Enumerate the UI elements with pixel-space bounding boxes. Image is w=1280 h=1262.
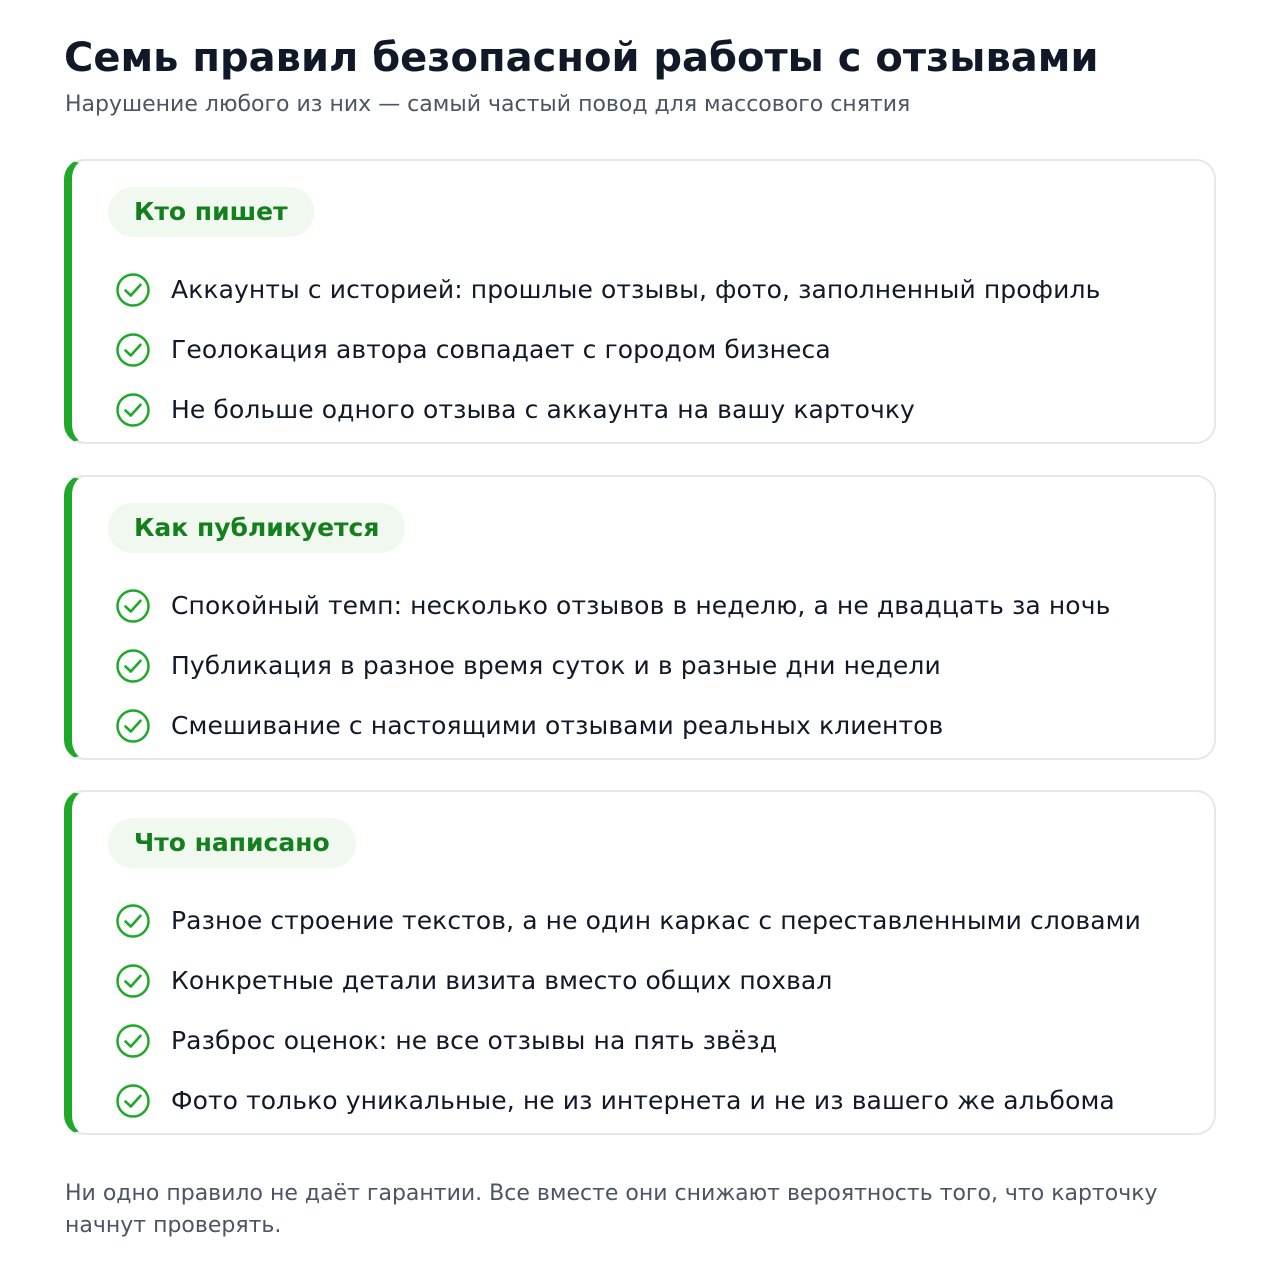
rule-text: Публикация в разное время суток и в разные дни недели [171, 651, 941, 680]
section-card-what-written [64, 790, 1216, 1135]
check-circle-icon [115, 392, 151, 428]
check-circle-icon [115, 332, 151, 368]
rule-text: Геолокация автора совпадает с городом бизнеса [171, 335, 831, 364]
rule-text: Разброс оценок: не все отзывы на пять звёзд [171, 1026, 778, 1055]
rule-list [115, 576, 1110, 756]
check-circle-icon [115, 708, 151, 744]
check-circle-icon [115, 1023, 151, 1059]
rule-item [115, 1011, 1141, 1071]
rule-text: Разное строение текстов, а не один каркас с переставленными словами [171, 906, 1141, 935]
section-label: Что написано [108, 818, 356, 868]
page-title: Семь правил безопасной работы с отзывами [64, 35, 1099, 81]
rule-text: Конкретные детали визита вместо общих похвал [171, 966, 833, 995]
rule-text: Смешивание с настоящими отзывами реальных клиентов [171, 711, 944, 740]
section-label: Кто пишет [108, 187, 314, 237]
rule-item [115, 636, 1110, 696]
rule-list [115, 891, 1141, 1131]
rule-item [115, 1071, 1141, 1131]
rule-item [115, 380, 1100, 440]
check-circle-icon [115, 588, 151, 624]
section-card-who-writes [64, 159, 1216, 444]
rule-item [115, 696, 1110, 756]
rule-item [115, 320, 1100, 380]
rule-text: Фото только уникальные, не из интернета и не из вашего же альбома [171, 1086, 1115, 1115]
check-circle-icon [115, 272, 151, 308]
rule-text: Спокойный темп: несколько отзывов в неделю, а не двадцать за ночь [171, 591, 1111, 620]
page-subtitle: Нарушение любого из них — самый частый повод для массового снятия [65, 92, 911, 117]
section-card-how-published [64, 475, 1216, 760]
footer-note: Ни одно правило не даёт гарантии. Все вместе они снижают вероятность того, что карточку начнут проверять. [65, 1181, 1158, 1238]
rule-item [115, 260, 1100, 320]
rule-item [115, 951, 1141, 1011]
check-circle-icon [115, 648, 151, 684]
rule-text: Аккаунты с историей: прошлые отзывы, фото, заполненный профиль [171, 275, 1101, 304]
check-circle-icon [115, 903, 151, 939]
check-circle-icon [115, 1083, 151, 1119]
rule-list [115, 260, 1100, 440]
section-label: Как публикуется [108, 503, 405, 553]
rule-item [115, 891, 1141, 951]
rule-item [115, 576, 1110, 636]
rule-text: Не больше одного отзыва с аккаунта на вашу карточку [171, 395, 915, 424]
check-circle-icon [115, 963, 151, 999]
